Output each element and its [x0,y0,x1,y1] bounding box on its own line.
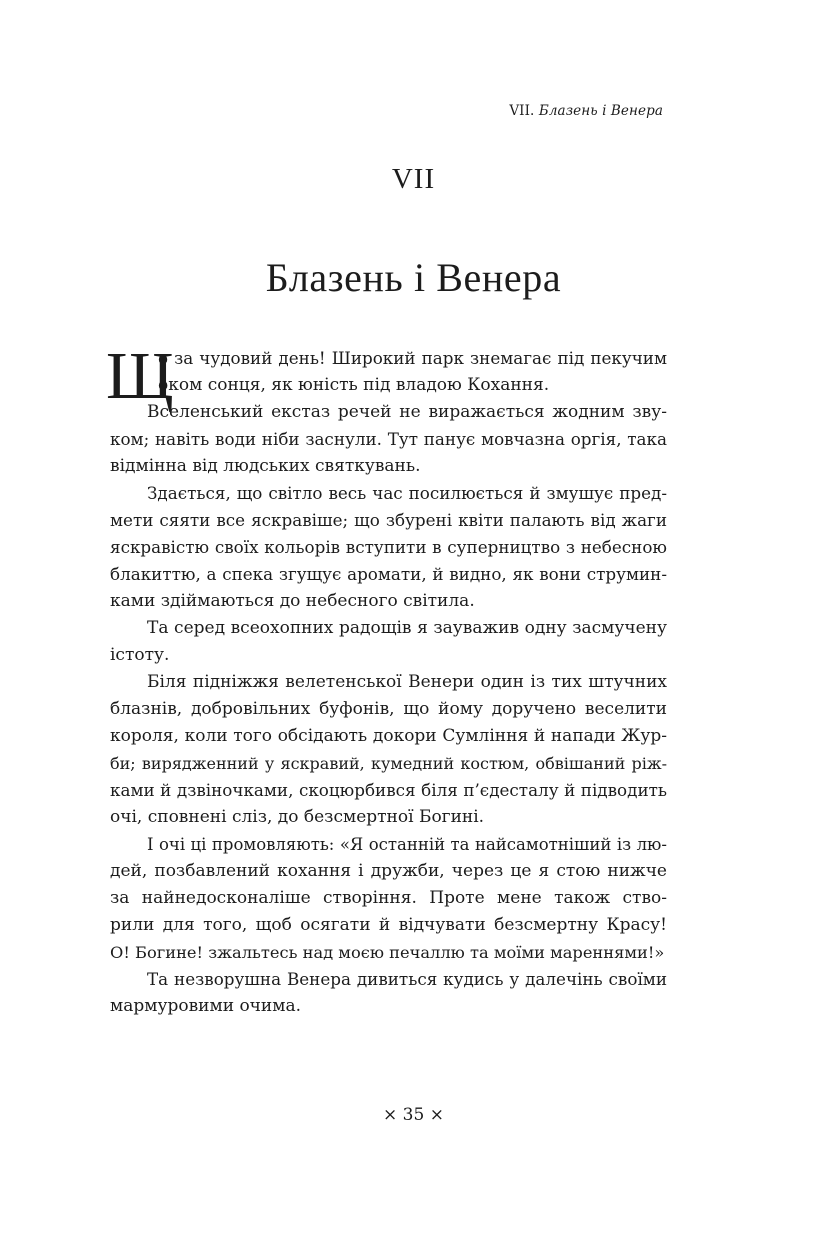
text-line: блазнів, добровільних буфонів, що йому доручено веселити [110,699,667,719]
text-line: би; вирядженний у яскравий, кумедний костюм, обвішаний ріж- [110,754,667,773]
page-number: × 35 × [383,1105,444,1125]
drop-cap: Щ [106,339,174,413]
text-line: блакиттю, а спека згущує аромати, й видно, як вони струмин- [110,564,667,584]
body-text [106,339,667,1020]
text-line: Та серед всеохопних радощів я зауважив одну засмучену [147,618,667,638]
text-line: рили для того, щоб осягати й відчувати безсмертну Красу! [110,915,667,935]
text-line: дей, позбавлений кохання і дружби, через це я стою нижче [110,861,667,881]
text-line: мармуровими очима. [110,996,302,1016]
text-line: відмінна від людських святкувань. [110,456,421,476]
chapter-title: Блазень і Венера [265,255,562,300]
text-line: І очі ці промовляють: «Я останній та найсамотніший із лю- [147,835,667,854]
running-head-chapter-number: VII. [509,103,535,119]
text-line: Біля підніжжя велетенської Венери один із тих штучних [147,672,667,692]
chapter-number: VII [391,163,436,195]
text-line: Вселенський екстаз речей не виражається жодним зву- [147,402,667,422]
running-head-title: Блазень і Венера [538,103,663,119]
text-line: очі, сповнені сліз, до безсмертної Богині. [110,807,485,827]
text-line: о за чудовий день! Широкий парк знемагає під пекучим [158,348,667,368]
text-line: ками й дзвіночками, скоцюрбився біля п’єдесталу й підводить [110,780,667,800]
text-line: яскравістю своїх кольорів вступити в суперництво з небесною [110,537,667,557]
running-head [509,103,663,119]
text-line: Здається, що світло весь час посилюється й змушує пред- [147,483,667,503]
text-line: мети сяяти все яскравіше; що збурені квіти палають від жаги [110,510,667,530]
text-line: ками здіймаються до небесного світила. [110,591,475,611]
text-line: ком; навіть води ніби заснули. Тут панує мовчазна оргія, така [110,429,667,449]
text-line: О! Богине! зжальтесь над моєю печаллю та моїми мареннями!» [110,943,665,962]
text-line: Та незворушна Венера дивиться кудись у далечінь своїми [147,969,667,989]
text-line: короля, коли того обсідають докори Сумління й напади Жур- [110,726,667,746]
text-line: оком сонця, як юність під владою Кохання. [158,375,550,395]
text-line: за найнедосконаліше створіння. Проте мене також ство- [110,888,667,908]
text-line: істоту. [110,645,170,665]
